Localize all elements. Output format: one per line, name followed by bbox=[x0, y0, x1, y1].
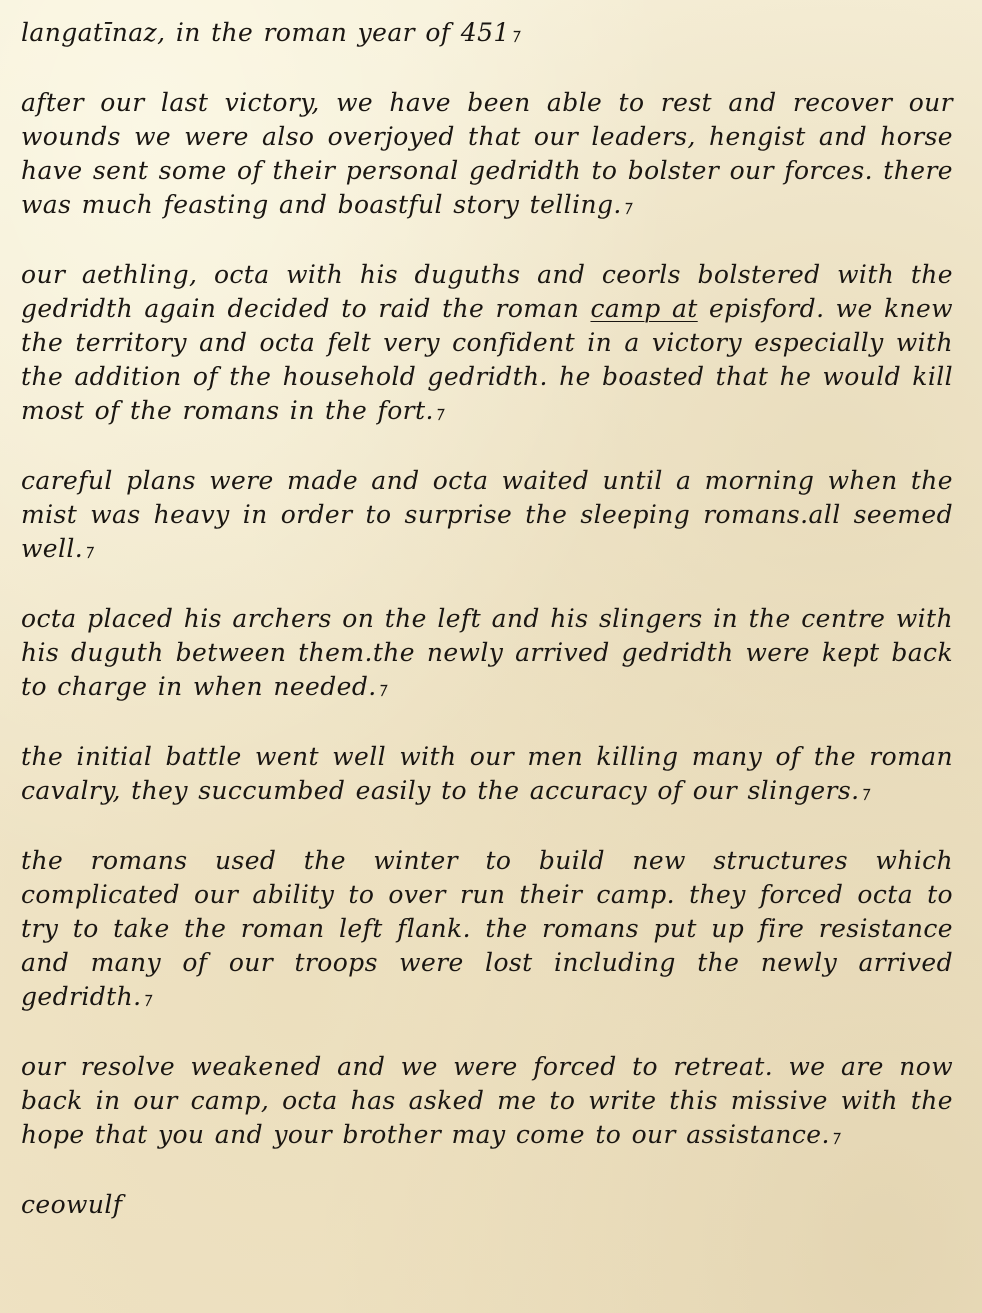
paragraph-mark-icon: ⁊ bbox=[142, 989, 152, 1009]
paragraph-mark-icon: ⁊ bbox=[622, 197, 632, 217]
paragraph-2 bbox=[21, 258, 953, 430]
paragraph-5-text: the initial battle went well with our men killing many of the roman cavalry, they succumbed easily to the accuracy of our slingers. bbox=[21, 742, 953, 805]
paragraph-7 bbox=[21, 1050, 953, 1154]
paragraph-3 bbox=[21, 464, 953, 568]
paragraph-6-text: the romans used the winter to build new structures which complicated our ability to over run their camp. they forced octa to try to take the roman left flank. the romans put up fire resistance and many of our troops were lost including the newly arrived gedridth. bbox=[21, 846, 953, 1011]
paragraph-2-text-after: episford. we knew the territory and octa felt very confident in a victory especially with the addition of the household gedridth. he boasted that he would kill most of the romans in the fort. bbox=[21, 294, 953, 425]
paragraph-4 bbox=[21, 602, 953, 706]
paragraph-mark-icon: ⁊ bbox=[830, 1127, 840, 1147]
paragraph-5 bbox=[21, 740, 953, 810]
paragraph-4-text: octa placed his archers on the left and his slingers in the centre with his duguth between them.the newly arrived gedridth were kept back to charge in when needed. bbox=[21, 604, 953, 701]
paragraph-1 bbox=[21, 86, 953, 224]
paragraph-mark-icon: ⁊ bbox=[377, 679, 387, 699]
paragraph-3-text: careful plans were made and octa waited until a morning when the mist was heavy in order to surprise the sleeping romans.all seemed well. bbox=[21, 466, 953, 563]
underlined-phrase: camp at bbox=[590, 294, 698, 323]
letter-heading bbox=[21, 16, 953, 52]
paragraph-mark-icon: ⁊ bbox=[84, 541, 93, 561]
paragraph-6 bbox=[21, 844, 953, 1016]
signature: ceowulf bbox=[21, 1190, 123, 1219]
heading-text: langatīnaz, in the roman year of 451 bbox=[21, 18, 510, 47]
paragraph-1-text: after our last victory, we have been able to rest and recover our wounds we were also overjoyed that our leaders, hengist and horse have sent some of their personal gedridth to bolster our forces. there was much feasting and boastful story telling. bbox=[21, 88, 953, 219]
letter-body bbox=[21, 16, 953, 1222]
paragraph-mark-icon: ⁊ bbox=[510, 25, 520, 45]
paragraph-2-text-before: our aethling, octa with his duguths and ceorls bolstered with the gedridth again decided to raid the roman bbox=[21, 260, 953, 323]
paragraph-mark-icon: ⁊ bbox=[434, 403, 444, 423]
paragraph-mark-icon: ⁊ bbox=[860, 783, 870, 803]
paragraph-7-text: our resolve weakened and we were forced to retreat. we are now back in our camp, octa has asked me to write this missive with the hope that you and your brother may come to our assistance. bbox=[21, 1052, 953, 1149]
